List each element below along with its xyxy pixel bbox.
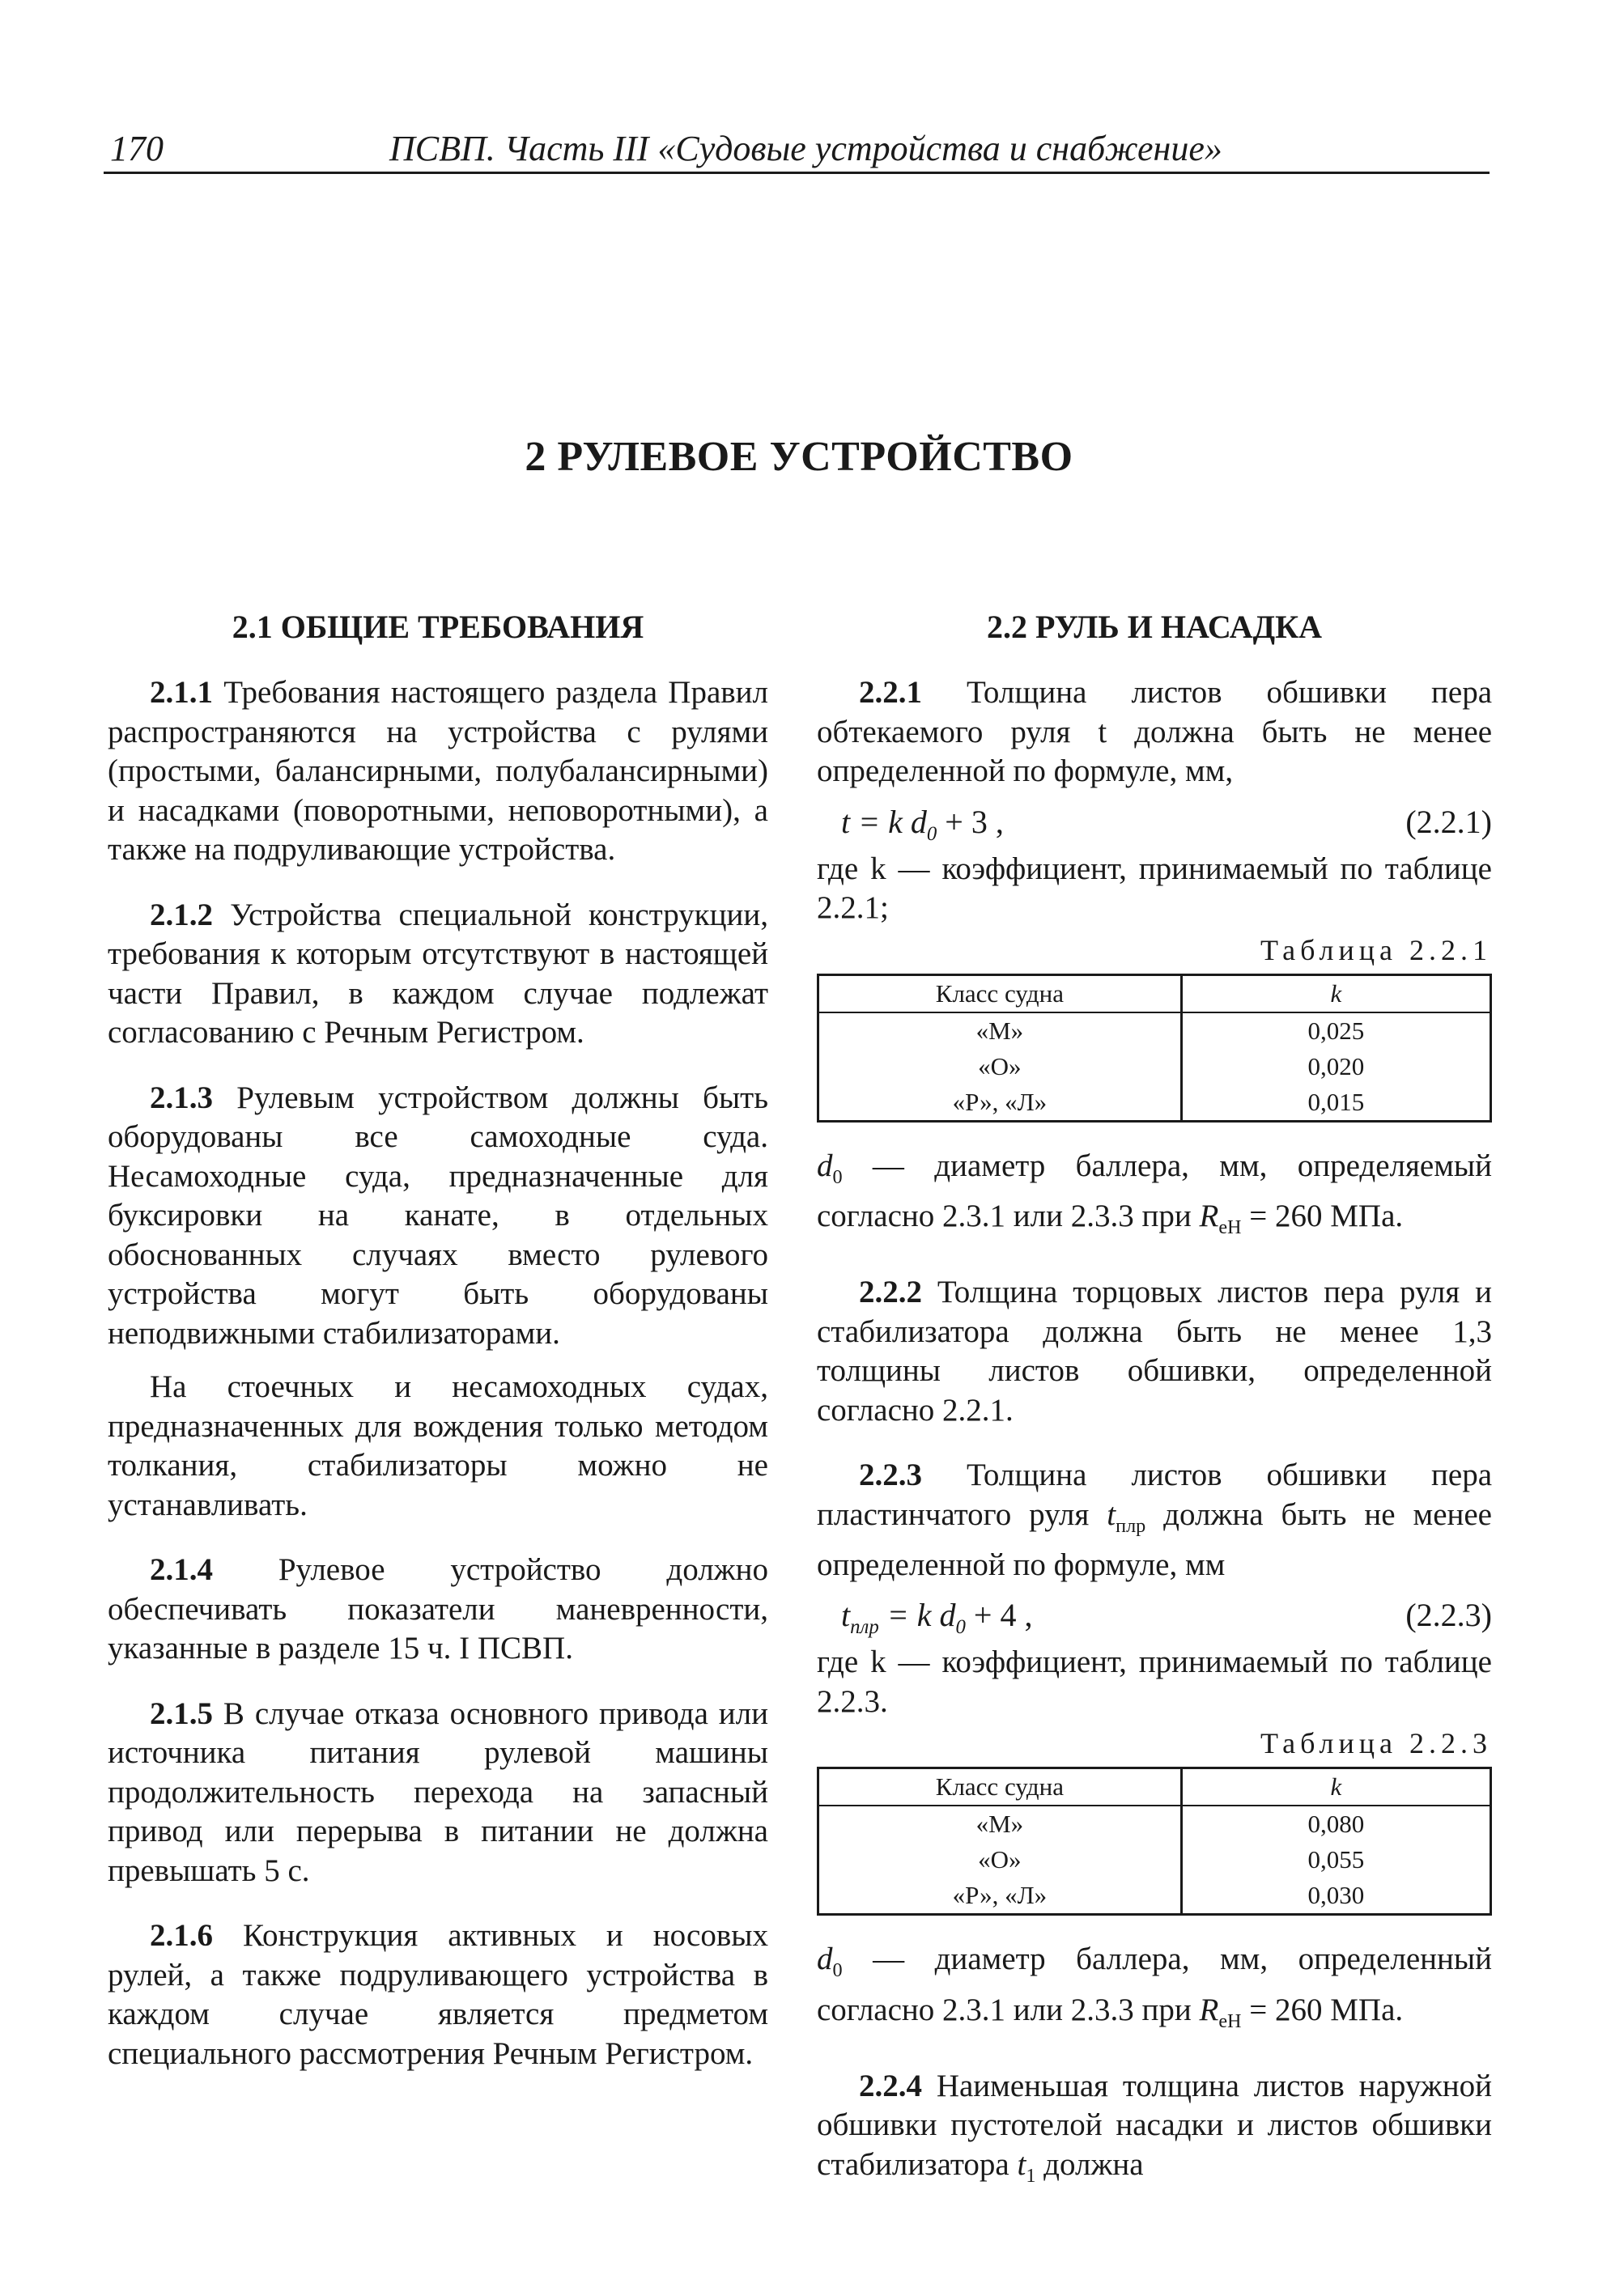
table-row (818, 1806, 1491, 1842)
table-cell: 0,015 (1181, 1084, 1490, 1122)
paragraph-2-1-3-continued: На стоечных и несамоходных судах, предназначенных для вождения только методом толкания, стабилизаторы можно не устанавливать. (108, 1369, 768, 1522)
page-number: 170 (110, 129, 164, 168)
paragraph-2-1-5 (108, 1695, 768, 1891)
paragraph-2-2-4: 2.2.4 Наименьшая толщина листов наружной обшивки пустотелой насадки и листов обшивки стабилизатора $t_1$ должна (817, 2068, 1492, 2187)
d0-definition-1: $d_0$ — диаметр баллера, мм, определяемый согласно 2.3.1 или 2.3.3 при $R_{eH} = 260$ МПа. (817, 1148, 1492, 1238)
right-column (817, 607, 1492, 2196)
table-cell: 0,025 (1181, 1012, 1490, 1049)
table-cell: «М» (818, 1012, 1182, 1049)
column-header-k: k (1181, 1768, 1490, 1806)
formula-expression: $t_{плр} = k$ $d_0 + 4$ , (841, 1597, 1033, 1639)
clause-text: Рулевым устройством должны быть оборудованы все самоходные суда. Несамоходные суда, предназначенные для буксировки на канате, в отдельных обоснованных случаях вместо рулевого устройства могут быть оборудованы неподвижными стабилизаторами. (108, 1080, 768, 1351)
paragraph-2-1-1 (108, 673, 768, 870)
table-row (818, 1049, 1491, 1084)
table-cell: «О» (818, 1049, 1182, 1084)
running-header (104, 120, 1490, 174)
paragraph-2-2-1 (817, 673, 1492, 792)
d0-definition-2: $d_0$ — диаметр баллера, мм, определенный согласно 2.3.1 или 2.3.3 при $R_{eH} = 260$ МПа. (817, 1942, 1492, 2032)
clause-number: 2.1.5 (150, 1695, 213, 1731)
section-heading-2-2: 2.2 РУЛЬ И НАСАДКА (986, 609, 1323, 645)
table-cell: 0,055 (1181, 1842, 1490, 1878)
clause-number: 2.2.1 (859, 675, 922, 710)
section-heading-2-1: 2.1 ОБЩИЕ ТРЕБОВАНИЯ (232, 609, 644, 645)
paragraph-2-2-2 (817, 1273, 1492, 1430)
clause-number: 2.1.1 (150, 675, 213, 710)
column-header-vessel-class: Класс судна (818, 974, 1182, 1012)
table-row (818, 1084, 1491, 1122)
clause-text: В случае отказа основного привода или источника питания рулевой машины продолжительность перехода на запасный привод или перерыва в питании не должна превышать 5 с. (108, 1695, 768, 1888)
table-2-2-1 (817, 974, 1492, 1123)
column-header-k: k (1181, 974, 1490, 1012)
left-column (108, 607, 768, 2073)
where-clause-2: где k — коэффициент, принимаемый по таблице 2.2.3. (817, 1645, 1492, 1719)
clause-number: 2.1.4 (150, 1552, 213, 1587)
chapter-title: 2 РУЛЕВОЕ УСТРОЙСТВО (525, 434, 1073, 480)
table-cell: 0,080 (1181, 1806, 1490, 1842)
running-title: ПСВП. Часть III «Судовые устройства и снабжение» (389, 129, 1222, 168)
table-row (818, 1842, 1491, 1878)
table-cell: «О» (818, 1842, 1182, 1878)
table-header-row (818, 974, 1491, 1012)
clause-number: 2.1.6 (150, 1918, 213, 1953)
equation-number: (2.2.1) (1405, 803, 1492, 840)
table-row (818, 1878, 1491, 1915)
clause-text: Толщина торцовых листов пера руля и стабилизатора должна быть не менее 1,3 толщины листов обшивки, определенной согласно 2.2.1. (817, 1275, 1492, 1428)
clause-text: Требования настоящего раздела Правил распространяются на устройства с рулями (простыми, балансирными, полубалансирными) и насадками (поворотными, неповоротными), а также на подруливающие устройства. (108, 675, 768, 867)
clause-text: Рулевое устройство должно обеспечивать показатели маневренности, указанные в разделе 15 ч. I ПСВП. (108, 1552, 769, 1666)
table-cell: «Р», «Л» (818, 1878, 1182, 1915)
formula-2-2-3 (817, 1593, 1492, 1638)
clause-number: 2.1.2 (150, 897, 213, 932)
table-header-row (818, 1768, 1491, 1806)
table-cell: «Р», «Л» (818, 1084, 1182, 1122)
equation-number: (2.2.3) (1405, 1597, 1492, 1634)
table-caption-2-2-3: Таблица 2.2.3 (1260, 1727, 1492, 1760)
formula-expression: t = k $d_0 + 3$ , (841, 803, 1004, 845)
paragraph-2-1-2 (108, 896, 768, 1053)
column-header-vessel-class: Класс судна (818, 1768, 1182, 1806)
clause-number: 2.2.3 (859, 1458, 922, 1493)
clause-number: 2.2.4 (859, 2068, 922, 2103)
table-cell: 0,030 (1181, 1878, 1490, 1915)
paragraph-2-1-6 (108, 1916, 768, 2073)
where-clause-1: где k — коэффициент, принимаемый по таблице 2.2.1; (817, 851, 1492, 925)
paragraph-2-2-3: 2.2.3 Толщина листов обшивки пера пластинчатого руля $t_{плр}$ должна быть не менее определенной по формуле, мм (817, 1458, 1493, 1582)
table-row (818, 1012, 1491, 1049)
clause-text: Толщина листов обшивки пера обтекаемого руля t должна быть не менее определенной по формуле, мм, (817, 675, 1493, 788)
table-cell: «М» (818, 1806, 1182, 1842)
clause-number: 2.1.3 (150, 1080, 213, 1115)
clause-text: Конструкция активных и носовых рулей, а также подруливающего устройства в каждом случае является предметом специального рассмотрения Речным Регистром. (108, 1918, 768, 2071)
formula-2-2-1 (817, 800, 1492, 845)
table-caption-2-2-1: Таблица 2.2.1 (1260, 933, 1492, 966)
table-2-2-3 (817, 1767, 1492, 1916)
paragraph-2-1-4 (108, 1551, 768, 1669)
clause-text: Устройства специальной конструкции, требования к которым отсутствуют в настоящей части Правил, в каждом случае подлежат согласованию с Речным Регистром. (108, 897, 768, 1050)
clause-number: 2.2.2 (859, 1275, 922, 1310)
table-cell: 0,020 (1181, 1049, 1490, 1084)
paragraph-2-1-3 (108, 1079, 768, 1354)
